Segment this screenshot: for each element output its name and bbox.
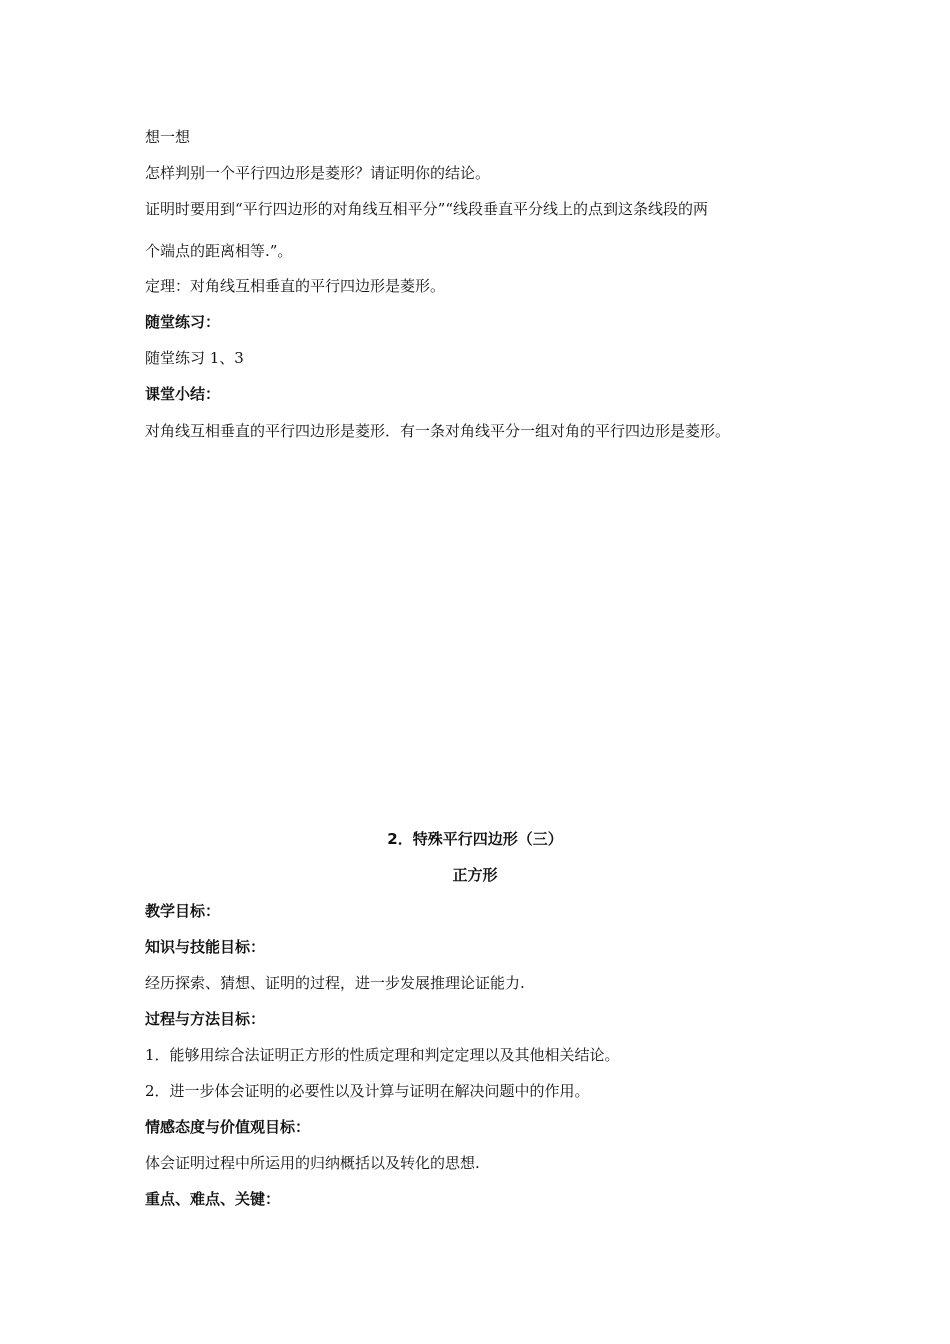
key-points-heading: 重点、难点、关键： bbox=[145, 1190, 281, 1208]
knowledge-heading: 知识与技能目标： bbox=[145, 938, 266, 956]
emotion-text: 体会证明过程中所运用的归纳概括以及转化的思想. bbox=[145, 1154, 480, 1172]
process-item-1: 1．能够用综合法证明正方形的性质定理和判定定理以及其他相关结论。 bbox=[145, 1046, 620, 1064]
question-text: 怎样判别一个平行四边形是菱形？请证明你的结论。 bbox=[145, 164, 491, 182]
summary-heading: 课堂小结： bbox=[145, 385, 221, 403]
proof-hint-line-1: 证明时要用到“平行四边形的对角线互相平分”“线段垂直平分线上的点到这条线段的两 bbox=[145, 200, 709, 218]
section-title: 2．特殊平行四边形（三） bbox=[387, 830, 563, 848]
process-item-2: 2．进一步体会证明的必要性以及计算与证明在解决问题中的作用。 bbox=[145, 1082, 590, 1100]
think-heading: 想一想 bbox=[145, 128, 191, 146]
practice-heading: 随堂练习： bbox=[145, 313, 221, 331]
proof-hint-line-2: 个端点的距离相等.”。 bbox=[145, 242, 293, 260]
practice-items: 随堂练习 1、3 bbox=[145, 349, 244, 367]
section-subtitle: 正方形 bbox=[452, 866, 498, 884]
process-heading: 过程与方法目标： bbox=[145, 1010, 266, 1028]
objectives-heading: 教学目标： bbox=[145, 902, 221, 920]
emotion-heading: 情感态度与价值观目标： bbox=[145, 1118, 311, 1136]
summary-text: 对角线互相垂直的平行四边形是菱形．有一条对角线平分一组对角的平行四边形是菱形。 bbox=[145, 422, 731, 440]
theorem-text: 定理：对角线互相垂直的平行四边形是菱形。 bbox=[145, 277, 446, 295]
knowledge-text: 经历探索、猜想、证明的过程，进一步发展推理论证能力. bbox=[145, 974, 525, 992]
